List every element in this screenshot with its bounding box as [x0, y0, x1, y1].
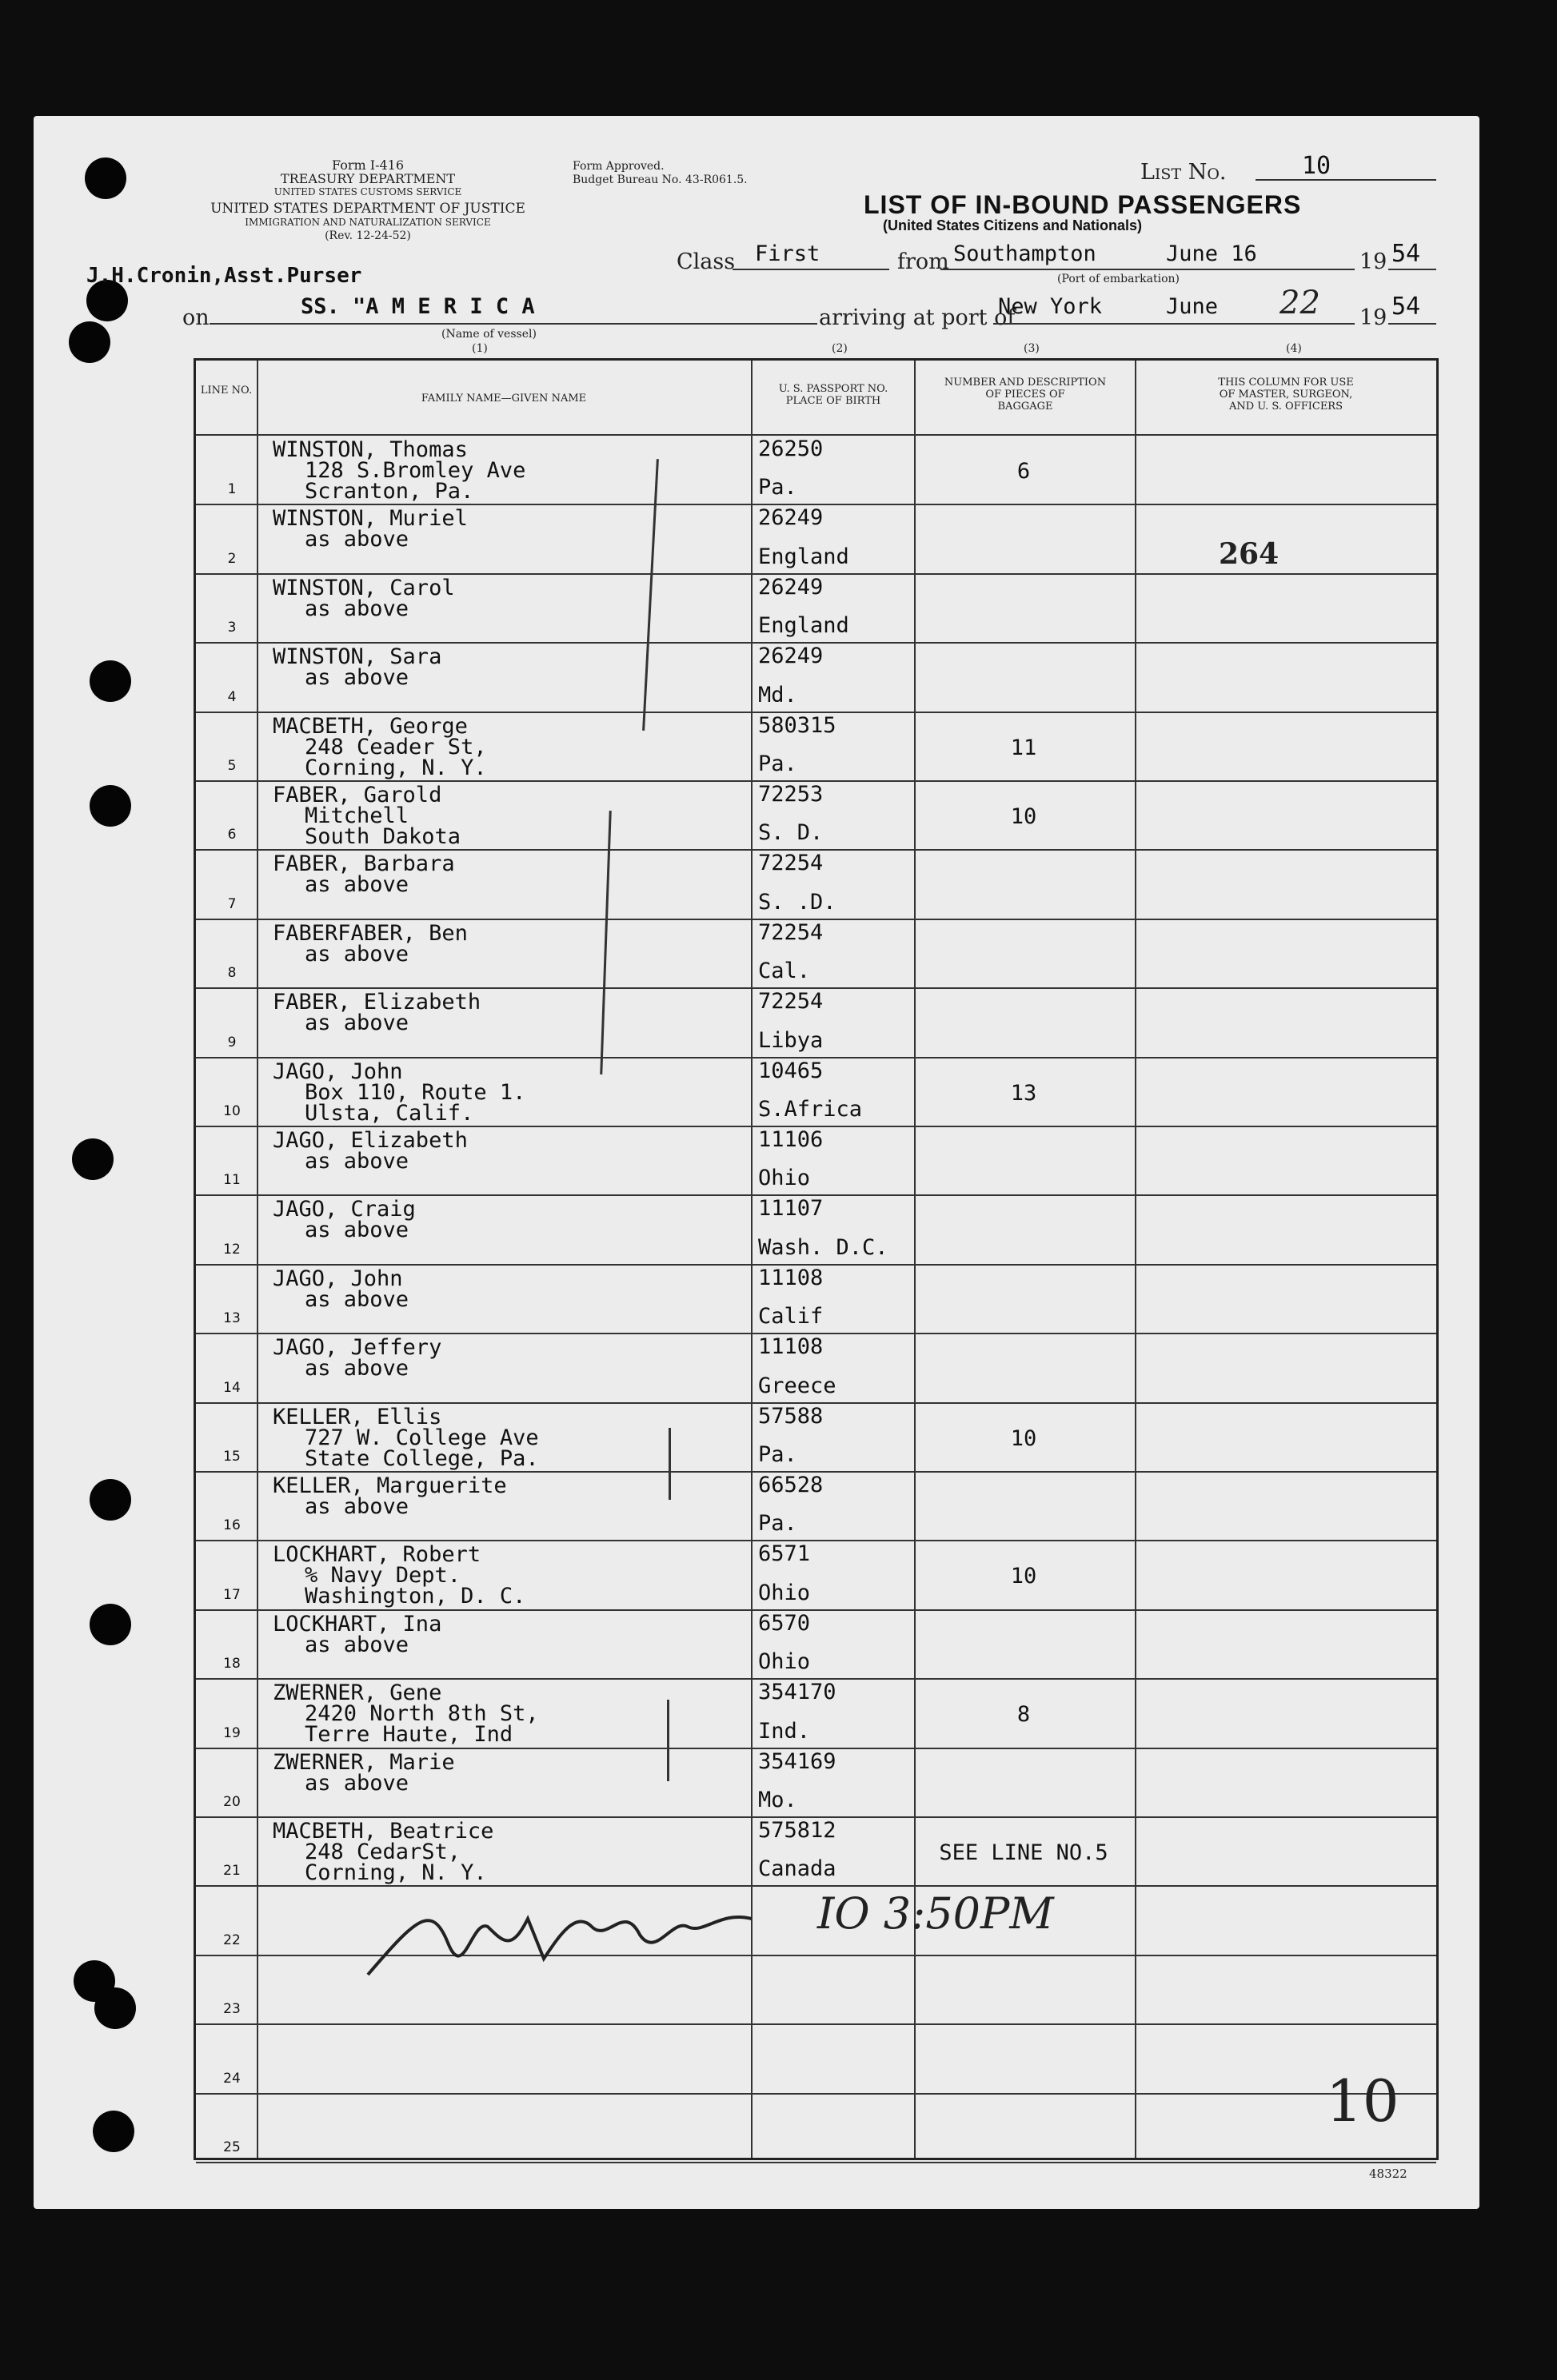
- passport-number: 11107: [758, 1196, 824, 1222]
- col-passport: [754, 383, 912, 407]
- passenger-name: JAGO, John: [273, 1266, 403, 1291]
- line-number: 22: [223, 1932, 241, 1948]
- line-number: 8: [227, 965, 237, 982]
- line-number: 7: [227, 895, 237, 912]
- passenger-address-line: as above: [305, 665, 409, 691]
- binder-hole: [94, 1987, 136, 2029]
- col-passport-label: U. S. PASSPORT NO.: [778, 383, 888, 395]
- treasury-department: TREASURY DEPARTMENT: [280, 171, 456, 186]
- embarkation-date: June 16: [1166, 241, 1257, 266]
- col-line-no-label: LINE NO.: [200, 385, 253, 397]
- table-row: [196, 1473, 1436, 1541]
- margin-number: 10: [1326, 2067, 1399, 2135]
- year-arrival-underline: [1388, 323, 1436, 325]
- place-of-birth: Greece: [758, 1373, 836, 1398]
- port-embark-caption: (Port of embarkation): [1057, 273, 1180, 285]
- list-no-label: List No.: [1140, 160, 1227, 185]
- place-of-birth: Pa.: [758, 1511, 797, 1537]
- officer-count: 264: [1219, 537, 1280, 571]
- passenger-name: LOCKHART, Ina: [273, 1611, 442, 1636]
- binder-hole: [90, 1479, 131, 1521]
- passenger-address-line: South Dakota: [305, 824, 461, 849]
- passenger-address-line: as above: [305, 1770, 409, 1796]
- colnum-2: (2): [832, 342, 848, 355]
- passenger-address-line: 128 S.Bromley Ave: [305, 458, 526, 483]
- passport-number: 575812: [758, 1818, 836, 1843]
- form-approved: Form Approved.: [573, 160, 665, 173]
- passenger-address-line: Washington, D. C.: [305, 1584, 526, 1609]
- table-row: [196, 2025, 1436, 2094]
- table-row: [196, 644, 1436, 712]
- col-baggage: [917, 377, 1133, 413]
- passenger-address-line: Ulsta, Calif.: [305, 1100, 474, 1126]
- colnum-3: (3): [1024, 342, 1040, 355]
- from-label: from: [897, 249, 949, 274]
- passenger-address-line: as above: [305, 1011, 409, 1036]
- passenger-name: FABERFABER, Ben: [273, 920, 468, 946]
- col-line-no: [198, 385, 255, 397]
- passport-number: 580315: [758, 712, 836, 738]
- baggage-count: 6: [1016, 459, 1031, 484]
- col-name-label: FAMILY NAME—GIVEN NAME: [421, 393, 587, 405]
- page-title: LIST OF IN-BOUND PASSENGERS: [864, 190, 1302, 219]
- line-number: 18: [223, 1656, 241, 1672]
- year-prefix-embark: 19: [1359, 249, 1387, 274]
- vessel-colnum: (1): [472, 342, 488, 355]
- table-row: [196, 1196, 1436, 1265]
- line-number: 20: [223, 1793, 241, 1810]
- passenger-address-line: as above: [305, 1494, 409, 1519]
- line-number: 23: [223, 2001, 241, 2018]
- binder-hole: [72, 1138, 114, 1180]
- passport-number: 6571: [758, 1541, 811, 1567]
- baggage-count: 11: [1010, 735, 1037, 760]
- passenger-address-line: Mitchell: [305, 803, 409, 828]
- col-officers-label-1: THIS COLUMN FOR USE: [1218, 377, 1354, 389]
- baggage-count: SEE LINE NO.5: [939, 1840, 1108, 1865]
- binder-hole: [69, 321, 110, 363]
- year-prefix-arrival: 19: [1359, 305, 1387, 330]
- line-number: 13: [223, 1310, 241, 1327]
- binder-hole: [90, 785, 131, 827]
- line-number: 15: [223, 1448, 241, 1465]
- place-of-birth: Calif: [758, 1304, 824, 1330]
- col-baggage-label-2: OF PIECES OF: [985, 389, 1065, 401]
- place-of-birth: Ind.: [758, 1718, 811, 1744]
- class-underline: [733, 269, 889, 270]
- binder-hole: [85, 157, 126, 199]
- line-number: 10: [223, 1102, 241, 1119]
- passport-number: 354169: [758, 1748, 836, 1774]
- header-divider: [196, 434, 1436, 436]
- table-row: [196, 1541, 1436, 1610]
- passenger-address-line: as above: [305, 872, 409, 898]
- class-label: Class: [677, 249, 736, 274]
- passenger-address-line: as above: [305, 941, 409, 967]
- line-number: 25: [223, 2139, 241, 2155]
- passenger-address-line: % Navy Dept.: [305, 1563, 461, 1589]
- binder-hole: [93, 2111, 134, 2152]
- form-code: 48322: [1369, 2167, 1407, 2181]
- line-number: 11: [223, 1172, 241, 1189]
- on-label: on: [182, 305, 210, 330]
- passenger-name: JAGO, Elizabeth: [273, 1128, 468, 1153]
- arrival-month: June: [1166, 294, 1219, 319]
- purser-name: J.H.Cronin,Asst.Purser: [86, 264, 362, 288]
- passenger-address-line: 2420 North 8th St,: [305, 1701, 539, 1727]
- passenger-name: KELLER, Marguerite: [273, 1473, 507, 1498]
- passenger-name: ZWERNER, Marie: [273, 1749, 455, 1775]
- colnum-4: (4): [1286, 342, 1302, 355]
- passenger-address-line: as above: [305, 527, 409, 552]
- baggage-count: 13: [1010, 1080, 1037, 1106]
- table-row: [196, 1058, 1436, 1127]
- table-row: [196, 713, 1436, 782]
- passenger-address-line: Corning, N. Y.: [305, 755, 487, 780]
- passenger-name: WINSTON, Muriel: [273, 506, 468, 532]
- place-of-birth: Wash. D.C.: [758, 1234, 888, 1260]
- passport-number: 26249: [758, 505, 824, 531]
- line-number: 16: [223, 1517, 241, 1534]
- year-embark: 54: [1391, 240, 1421, 268]
- passport-number: 11106: [758, 1127, 824, 1152]
- place-of-birth: Pa.: [758, 475, 797, 500]
- place-of-birth: Pa.: [758, 1441, 797, 1467]
- passenger-name: FABER, Elizabeth: [273, 990, 481, 1015]
- binder-hole: [90, 1604, 131, 1645]
- col-baggage-label-1: NUMBER AND DESCRIPTION: [944, 377, 1107, 389]
- place-of-birth: Ohio: [758, 1166, 811, 1191]
- arrival-underline: [993, 323, 1355, 325]
- baggage-count: 10: [1010, 1564, 1037, 1589]
- passport-number: 6570: [758, 1610, 811, 1636]
- passport-number: 10465: [758, 1058, 824, 1083]
- line-number: 9: [227, 1034, 237, 1050]
- passport-number: 26250: [758, 437, 824, 461]
- passport-number: 72254: [758, 919, 824, 945]
- line-number: 21: [223, 1863, 241, 1880]
- passenger-name: KELLER, Ellis: [273, 1404, 442, 1429]
- passenger-name: FABER, Barbara: [273, 851, 455, 877]
- form-issuer-block: [176, 158, 560, 243]
- arrival-day: 22: [1280, 285, 1320, 321]
- table-row: [196, 782, 1436, 851]
- table-row: [196, 1127, 1436, 1196]
- line-number: 12: [223, 1241, 241, 1258]
- place-of-birth: S. .D.: [758, 889, 836, 915]
- table-row: [196, 920, 1436, 989]
- line-number: 17: [223, 1586, 241, 1603]
- passenger-name: WINSTON, Sara: [273, 644, 442, 670]
- passenger-address-line: Box 110, Route 1.: [305, 1079, 526, 1105]
- passport-number: 354170: [758, 1680, 836, 1705]
- row-divider: [196, 2162, 1436, 2163]
- table-row: [196, 2095, 1436, 2163]
- col-officers: [1138, 377, 1434, 413]
- place-of-birth: Canada: [758, 1856, 836, 1882]
- passenger-name: JAGO, Jeffery: [273, 1335, 442, 1361]
- table-row: [196, 1680, 1436, 1748]
- passenger-address-line: as above: [305, 596, 409, 621]
- place-of-birth: England: [758, 544, 849, 569]
- revision-date: (Rev. 12-24-52): [325, 229, 411, 242]
- table-row: [196, 851, 1436, 919]
- year-arrival: 54: [1391, 293, 1421, 321]
- form-number: Form I-416: [331, 157, 405, 173]
- passenger-name: FABER, Garold: [273, 783, 442, 807]
- col-birthplace-label: PLACE OF BIRTH: [785, 395, 881, 407]
- table-row: [196, 1611, 1436, 1680]
- baggage-count: 8: [1016, 1702, 1031, 1728]
- place-of-birth: Md.: [758, 682, 797, 708]
- place-of-birth: Pa.: [758, 751, 797, 776]
- passenger-name: MACBETH, Beatrice: [273, 1819, 494, 1844]
- bracket-mark: [669, 1428, 671, 1500]
- passenger-address-line: Scranton, Pa.: [305, 479, 474, 504]
- place-of-birth: Ohio: [758, 1580, 811, 1605]
- bracket-mark: [667, 1700, 669, 1781]
- table-row: [196, 1404, 1436, 1473]
- passport-number: 11108: [758, 1334, 824, 1360]
- passenger-address-line: as above: [305, 1149, 409, 1174]
- col-officers-label-3: AND U. S. OFFICERS: [1228, 401, 1343, 413]
- signature-stamp: IO 3:50PM: [817, 1888, 1054, 1939]
- passenger-name: JAGO, John: [273, 1058, 403, 1084]
- passport-number: 72254: [758, 851, 824, 876]
- passport-number: 26249: [758, 644, 824, 669]
- table-row: [196, 989, 1436, 1058]
- line-number: 19: [223, 1724, 241, 1741]
- line-number: 2: [227, 550, 237, 567]
- line-number: 1: [227, 481, 237, 498]
- table-row: [196, 1266, 1436, 1334]
- baggage-count: 10: [1010, 1425, 1037, 1451]
- passenger-address-line: as above: [305, 1218, 409, 1243]
- arriving-label: arriving at port of: [819, 305, 1016, 330]
- passenger-address-line: 248 CedarSt,: [305, 1840, 461, 1864]
- port-of-embarkation: Southampton: [953, 241, 1096, 266]
- signature-scrawl: [352, 1871, 768, 1991]
- line-number: 4: [227, 688, 237, 705]
- embarkation-underline: [940, 269, 1355, 270]
- col-baggage-label-3: BAGGAGE: [997, 401, 1053, 413]
- passenger-name: LOCKHART, Robert: [273, 1542, 481, 1568]
- passport-number: 66528: [758, 1473, 824, 1497]
- passport-number: 72254: [758, 989, 824, 1015]
- passport-number: 26249: [758, 574, 824, 600]
- line-number: 5: [227, 757, 237, 774]
- vessel-underline: [210, 323, 817, 325]
- passenger-address-line: 727 W. College Ave: [305, 1425, 539, 1450]
- passenger-name: MACBETH, George: [273, 713, 468, 739]
- table-row: [196, 437, 1436, 505]
- table-row: [196, 1334, 1436, 1403]
- list-no-underline: [1256, 179, 1436, 181]
- passenger-address-line: Corning, N. Y.: [305, 1860, 487, 1885]
- table-row: [196, 1749, 1436, 1818]
- place-of-birth: England: [758, 613, 849, 639]
- justice-department: UNITED STATES DEPARTMENT OF JUSTICE: [210, 201, 525, 217]
- passport-number: 57588: [758, 1403, 824, 1429]
- page-subtitle: (United States Citizens and Nationals): [883, 217, 1143, 233]
- col-name: [260, 393, 748, 405]
- passenger-name: WINSTON, Carol: [273, 575, 455, 600]
- passport-number: 72253: [758, 782, 824, 807]
- passenger-address-line: as above: [305, 1632, 409, 1657]
- passenger-address-line: as above: [305, 1286, 409, 1312]
- passenger-name: JAGO, Craig: [273, 1197, 416, 1222]
- col-officers-label-2: OF MASTER, SURGEON,: [1219, 389, 1353, 401]
- year-embark-underline: [1388, 269, 1436, 270]
- place-of-birth: Cal.: [758, 959, 811, 984]
- place-of-birth: S. D.: [758, 820, 824, 846]
- line-number: 3: [227, 620, 237, 636]
- passenger-name: WINSTON, Thomas: [273, 437, 468, 462]
- vessel-caption: (Name of vessel): [441, 328, 537, 341]
- form-approval: [573, 160, 748, 187]
- arrival-port: New York: [998, 294, 1103, 319]
- passenger-name: ZWERNER, Gene: [273, 1680, 442, 1706]
- passport-number: 11108: [758, 1265, 824, 1290]
- passenger-address-line: State College, Pa.: [305, 1445, 539, 1471]
- passenger-address-line: Terre Haute, Ind: [305, 1722, 513, 1748]
- vessel-name: SS. "A M E R I C A: [301, 294, 535, 319]
- line-number: 14: [223, 1379, 241, 1396]
- passenger-address-line: 248 Ceader St,: [305, 734, 487, 759]
- place-of-birth: S.Africa: [758, 1096, 863, 1122]
- line-number: 6: [227, 827, 237, 843]
- class-value: First: [755, 241, 820, 266]
- list-no-value: 10: [1302, 152, 1331, 180]
- immigration-service: IMMIGRATION AND NATURALIZATION SERVICE: [245, 217, 491, 228]
- place-of-birth: Libya: [758, 1027, 824, 1053]
- passenger-address-line: as above: [305, 1356, 409, 1381]
- baggage-count: 10: [1010, 804, 1037, 829]
- place-of-birth: Mo.: [758, 1787, 797, 1812]
- budget-bureau: Budget Bureau No. 43-R061.5.: [573, 173, 748, 186]
- table-row: [196, 575, 1436, 644]
- place-of-birth: Ohio: [758, 1649, 811, 1675]
- line-number: 24: [223, 2070, 241, 2087]
- customs-service: UNITED STATES CUSTOMS SERVICE: [273, 186, 462, 197]
- binder-hole: [90, 660, 131, 702]
